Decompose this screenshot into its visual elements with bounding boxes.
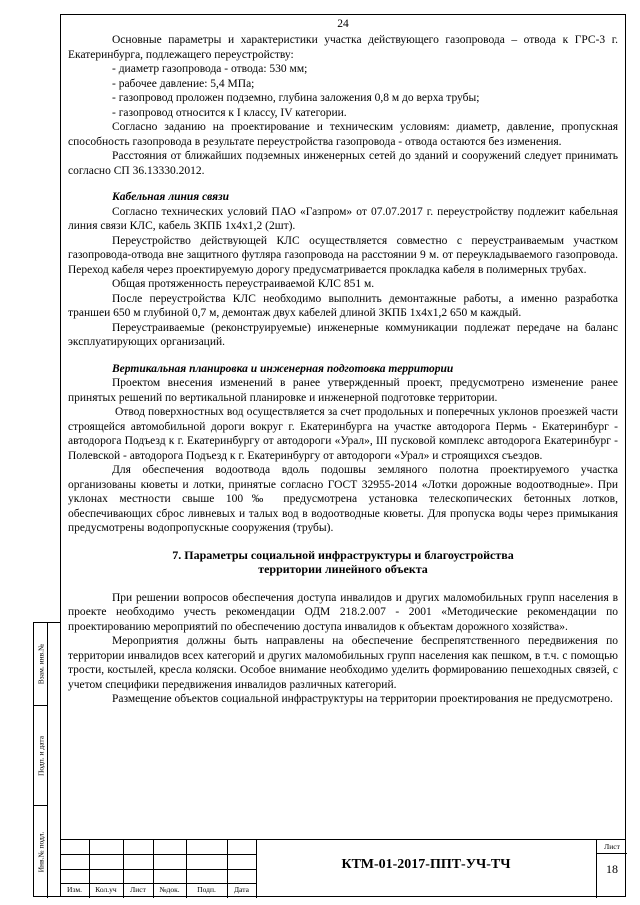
paragraph: Общая протяженность переустраиваемой КЛС 851 м. <box>112 278 375 290</box>
paragraph: Основные параметры и характеристики участка действующего газопровода – отвода к ГРС-3 г. Екатеринбурга, подлежащего переустройству: <box>68 34 618 61</box>
paragraph: Переустраиваемые (реконструируемые) инженерные коммуникации подлежат передаче на баланс эксплуатирующих организаций. <box>68 321 618 348</box>
paragraph: После переустройства КЛС необходимо выполнить демонтажные работы, а именно разработка траншеи 650 м глубиной 0,7 м, демонтаж двух кабелей длиной ЗКПБ 1х4х1,2 650 м каждый. <box>68 292 618 319</box>
side-label-podp: Подп. и дата <box>36 735 45 776</box>
col-podp-label: Подп. <box>197 885 216 894</box>
subheading-planning: Вертикальная планировка и инженерная подготовка территории <box>112 362 454 375</box>
section-title <box>68 548 618 577</box>
paragraph: Переустройство действующей КЛС осуществляется совместно с переустраиваемым участком газопровода-отвода вне защитного футляра газопровода на расстоянии 9 м. от переукладываемого газопровода. Переход кабеля через проектируемую дорогу предусматривается прокладка кабеля в полимерных трубах. <box>68 234 618 276</box>
list-item: - диаметр газопровода - отвода: 530 мм; <box>112 63 308 75</box>
col-izm-label: Изм. <box>67 885 82 894</box>
paragraph: Отвод поверхностных вод осуществляется за счет продольных и поперечных уклонов проезжей части строящейся автомобильной дороги вокруг г. Екатеринбурга на участке автодорога Пермь - Екатеринбург - автодорога Подъезд к г. Екатеринбургу от автодороги «Урал», III пусковой комплекс автодорога Екатеринбург - Полевской - автодорога Подъезд к г. Екатеринбургу от автодороги «Урал» и строящихся съездов. <box>68 406 618 462</box>
title-block <box>60 839 626 897</box>
sheet-box <box>596 840 626 898</box>
section-title-line-1: 7. Параметры социальной инфраструктуры и благоустройства <box>172 547 514 562</box>
col-data-label: Дата <box>234 885 249 894</box>
list-item: - рабочее давление: 5,4 МПа; <box>112 77 255 90</box>
paragraph: Размещение объектов социальной инфраструктуры на территории проектирования не предусмотрено. <box>112 693 613 705</box>
subheading-cable: Кабельная линия связи <box>112 191 229 203</box>
side-cell-vzam <box>34 623 48 706</box>
page-number: 24 <box>337 18 349 30</box>
document-body <box>68 33 618 707</box>
side-cell-podp <box>34 706 48 806</box>
list-item: - газопровод проложен подземно, глубина заложения 0,8 м до верха трубы; <box>112 92 480 104</box>
side-cell-inv <box>34 806 48 898</box>
sheet-number: 18 <box>606 862 618 876</box>
col-ndok-label: №док. <box>159 885 180 894</box>
paragraph: При решении вопросов обеспечения доступа инвалидов и других маломобильных групп населения в проекте необходимо учесть рекомендации ОДМ 218.2.007 - 2001 «Методические рекомендации по проектированию мероприятий по обеспечению доступа инвалидов к объектам дорожного хозяйства». <box>68 591 618 633</box>
section-title-line-2: территории линейного объекта <box>258 562 428 576</box>
side-label-inv: Инв.№ подл. <box>36 831 45 873</box>
paragraph: Мероприятия должны быть направлены на обеспечение беспрепятственного передвижения по территории инвалидов всех категорий и других маломобильных групп населения как пешком, в т.ч. с помощью трости, костылей, кресла коляски. Особое внимание необходимо уделить формированию пешеходных связей, с учетом специфики передвижения инвалидов различных категорий. <box>68 635 618 691</box>
document-code: КТМ-01-2017-ППТ-УЧ-ТЧ <box>341 857 511 872</box>
paragraph: Для обеспечения водоотвода вдоль подошвы земляного полотна проектируемого участка организованы кюветы и лотки, принятые согласно ГОСТ 32955-2014 «Лотки дорожные водоотводные». При уклонах местности свыше 100‰ предусмотрена установка телескопических бетонных лотков, обеспечивающих сброс ливневых и талых вод в водоотводные кюветы. Для пропуска воды через примыкания предусмотрены водопропускные сооружения (трубы). <box>68 464 618 534</box>
side-stamp <box>33 622 61 897</box>
col-koluch-label: Кол.уч <box>95 885 117 894</box>
paragraph: Расстояния от ближайших подземных инженерных сетей до зданий и сооружений следует принимать согласно СП 36.13330.2012. <box>68 150 618 177</box>
paragraph: Согласно заданию на проектирование и техническим условиям: диаметр, давление, пропускная способность газопровода в результате переустройства газопровода - отвода остаются без изменения. <box>68 121 618 148</box>
list-item: - газопровод относится к I классу, IV категории. <box>112 106 347 119</box>
sheet-label: Лист <box>597 840 627 854</box>
side-label-vzam: Взам. инв.№ <box>36 643 45 685</box>
col-list-label: Лист <box>130 885 146 894</box>
paragraph: Согласно технических условий ПАО «Газпром» от 07.07.2017 г. переустройству подлежит кабельная линия связи КЛС, кабель ЗКПБ 1х4х1,2 (2шт). <box>68 205 618 232</box>
paragraph: Проектом внесения изменений в ранее утвержденный проект, предусмотрено изменение ранее принятых решений по вертикальной планировке и инженерной подготовке территории. <box>68 377 618 404</box>
